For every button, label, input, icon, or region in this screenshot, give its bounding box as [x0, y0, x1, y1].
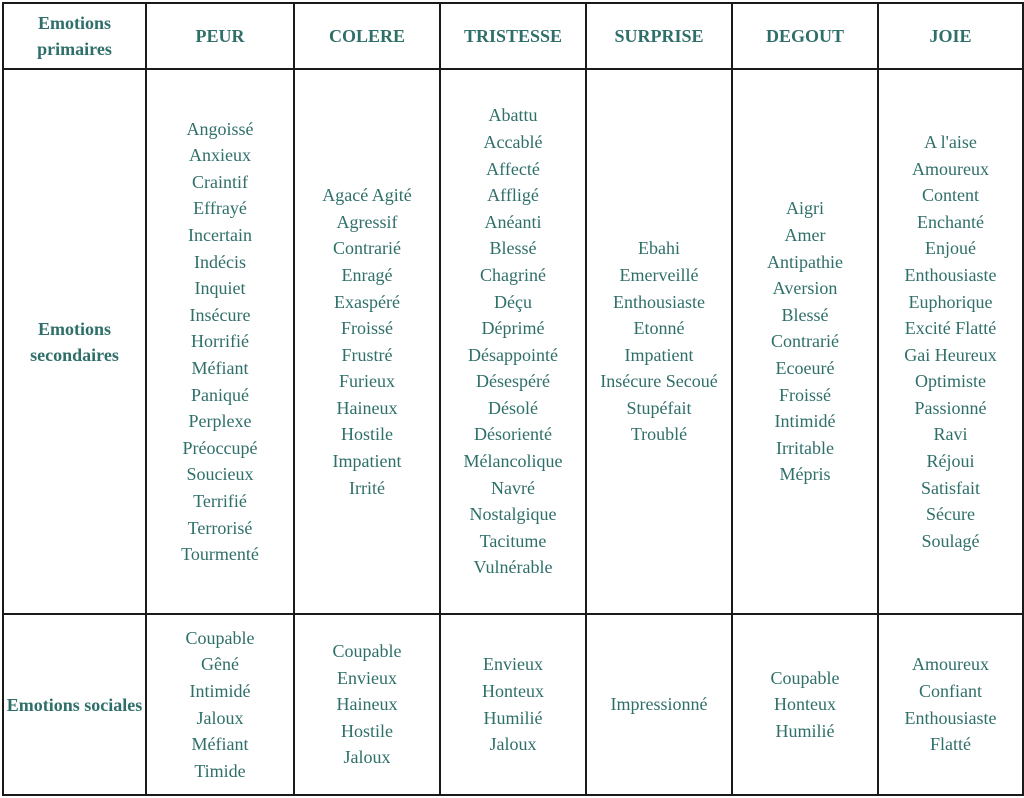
emotion-word: Déprimé	[481, 318, 545, 339]
primary-emotions-row	[3, 3, 1023, 69]
emotion-word: Gai Heureux	[904, 344, 997, 365]
emotion-word: Ebahi	[638, 238, 680, 259]
emotion-word: Confiant	[919, 680, 982, 701]
emotion-word: Terrorisé	[187, 517, 253, 538]
emotion-word: Coupable	[770, 667, 840, 688]
emotion-word: Terrifié	[193, 490, 247, 511]
emotion-word: Impatient	[332, 451, 402, 472]
emotion-word: Agacé Agité	[322, 185, 412, 206]
emotion-word: Troublé	[630, 424, 688, 445]
social-joie-cell	[878, 614, 1023, 795]
primary-degout: DEGOUT	[732, 3, 878, 69]
emotions-table	[2, 2, 1024, 796]
emotion-word: Insécure	[189, 304, 251, 325]
emotion-word: Anéanti	[484, 211, 542, 232]
emotion-word: Froissé	[778, 384, 831, 405]
emotion-word: Aversion	[772, 278, 838, 299]
social-tristesse-cell	[440, 614, 586, 795]
emotion-word: Humilié	[483, 707, 543, 728]
emotion-word: Jaloux	[196, 707, 244, 728]
emotion-word: Tacitume	[479, 530, 547, 551]
emotion-word: Amoureux	[912, 158, 989, 179]
emotion-word: Impressionné	[610, 694, 708, 715]
secondary-degout-cell	[732, 69, 878, 614]
emotion-word: Insécure Secoué	[600, 371, 718, 392]
social-peur-cell	[146, 614, 294, 795]
emotion-word: Timide	[194, 760, 246, 781]
social-degout-cell	[732, 614, 878, 795]
emotion-word: Déçu	[494, 291, 532, 312]
emotion-word: Enthousiaste	[613, 291, 705, 312]
emotion-word: Désespéré	[476, 371, 550, 392]
emotion-word: Méfiant	[191, 358, 249, 378]
emotion-word: Froissé	[340, 318, 393, 339]
primary-colere: COLERE	[294, 3, 440, 69]
emotion-word: Coupable	[332, 641, 402, 662]
primary-tristesse: TRISTESSE	[440, 3, 586, 69]
row-header-primary: Emotions primaires	[3, 3, 146, 69]
secondary-tristesse-cell	[440, 69, 586, 614]
emotion-word: Blessé	[489, 238, 537, 259]
secondary-colere-cell	[294, 69, 440, 614]
emotion-word: Envieux	[337, 667, 397, 688]
emotion-word: Ecoeuré	[775, 358, 835, 378]
emotion-word: Frustré	[341, 344, 393, 365]
emotion-word: Chagriné	[480, 264, 546, 285]
emotion-word: Effrayé	[193, 198, 247, 219]
emotion-word: Contrarié	[333, 238, 401, 259]
emotion-word: Antipathie	[767, 251, 843, 272]
emotion-word: Passionné	[914, 397, 987, 418]
emotion-word: Indécis	[194, 251, 246, 272]
emotion-word: Paniqué	[191, 384, 249, 405]
emotion-word: Emerveillé	[619, 264, 699, 285]
primary-surprise: SURPRISE	[586, 3, 732, 69]
secondary-surprise-cell	[586, 69, 732, 614]
emotion-word: Amer	[784, 225, 826, 246]
emotion-word: Content	[922, 185, 979, 206]
emotion-word: Agressif	[336, 211, 398, 232]
emotion-word: Réjoui	[926, 451, 975, 472]
emotion-word: Abattu	[488, 105, 538, 126]
emotion-word: Haineux	[336, 694, 398, 715]
emotion-word: Préoccupé	[182, 437, 258, 458]
emotion-word: Angoissé	[186, 118, 254, 139]
emotion-word: Gêné	[201, 654, 239, 675]
emotion-word: Désappointé	[468, 344, 558, 365]
emotion-word: Hostile	[341, 720, 393, 741]
emotion-word: Accablé	[483, 131, 543, 152]
emotion-word: Stupéfait	[626, 397, 692, 418]
emotion-word: Irritable	[776, 437, 834, 458]
row-header-social: Emotions sociales	[3, 614, 146, 795]
emotion-word: Navré	[491, 477, 535, 498]
emotion-word: Honteux	[774, 694, 836, 715]
emotion-word: Affecté	[486, 158, 540, 179]
emotion-word: Blessé	[781, 304, 829, 325]
emotion-word: Tourmenté	[181, 544, 259, 565]
emotion-word: Enthousiaste	[904, 707, 997, 728]
emotion-word: Etonné	[633, 318, 685, 339]
emotion-word: Ravi	[933, 424, 968, 445]
secondary-emotions-row	[3, 69, 1023, 614]
emotion-word: Désolé	[488, 397, 538, 418]
secondary-joie-cell	[878, 69, 1023, 614]
emotion-word: Inquiet	[194, 278, 246, 299]
emotion-word: Vulnérable	[473, 557, 553, 578]
emotion-word: Sécure	[926, 504, 975, 525]
emotion-word: Anxieux	[189, 145, 251, 166]
emotion-word: Incertain	[188, 225, 252, 246]
emotion-word: Affligé	[487, 185, 539, 206]
emotion-word: Jaloux	[343, 747, 391, 768]
emotion-word: Coupable	[185, 627, 255, 648]
emotion-word: Désorienté	[474, 424, 552, 445]
social-surprise-cell	[586, 614, 732, 795]
primary-joie: JOIE	[878, 3, 1023, 69]
emotion-word: Soucieux	[186, 464, 254, 485]
emotion-word: Mépris	[779, 464, 831, 485]
secondary-peur-cell	[146, 69, 294, 614]
emotion-word: Perplexe	[188, 411, 252, 432]
emotion-word: Enchanté	[917, 211, 984, 232]
emotion-word: Contrarié	[771, 331, 839, 352]
emotion-word: Intimidé	[189, 680, 251, 701]
emotion-word: Craintif	[192, 171, 248, 192]
emotion-word: Excité Flatté	[904, 318, 997, 339]
emotion-word: Satisfait	[921, 477, 980, 498]
emotion-word: Mélancolique	[463, 451, 563, 472]
emotion-word: Hostile	[341, 424, 393, 445]
emotion-word: Nostalgique	[469, 504, 557, 525]
emotion-word: Irrité	[349, 477, 385, 498]
emotion-word: Enthousiaste	[904, 264, 997, 285]
row-header-secondary: Emotions secondaires	[3, 69, 146, 614]
emotion-word: Exaspéré	[334, 291, 400, 312]
social-emotions-row	[3, 614, 1023, 795]
emotion-word: Optimiste	[915, 371, 986, 392]
emotion-word: Furieux	[339, 371, 395, 392]
emotion-word: Euphorique	[908, 291, 993, 312]
emotion-word: Aigri	[786, 198, 824, 219]
emotion-word: Soulagé	[921, 530, 980, 551]
social-colere-cell	[294, 614, 440, 795]
emotion-word: Envieux	[483, 654, 543, 675]
emotion-word: Impatient	[624, 344, 694, 365]
emotion-word: Jaloux	[489, 734, 537, 755]
emotion-word: A l'aise	[924, 131, 977, 152]
emotion-word: Intimidé	[774, 411, 836, 432]
emotion-word: Amoureux	[912, 654, 989, 675]
emotion-word: Haineux	[336, 397, 398, 418]
emotion-word: Méfiant	[191, 734, 249, 755]
emotion-word: Horrifié	[191, 331, 249, 352]
emotion-word: Enragé	[341, 264, 393, 285]
emotion-word: Flatté	[930, 734, 971, 755]
primary-peur: PEUR	[146, 3, 294, 69]
emotion-word: Enjoué	[925, 238, 976, 259]
emotion-word: Honteux	[482, 680, 544, 701]
emotion-word: Humilié	[775, 720, 835, 741]
